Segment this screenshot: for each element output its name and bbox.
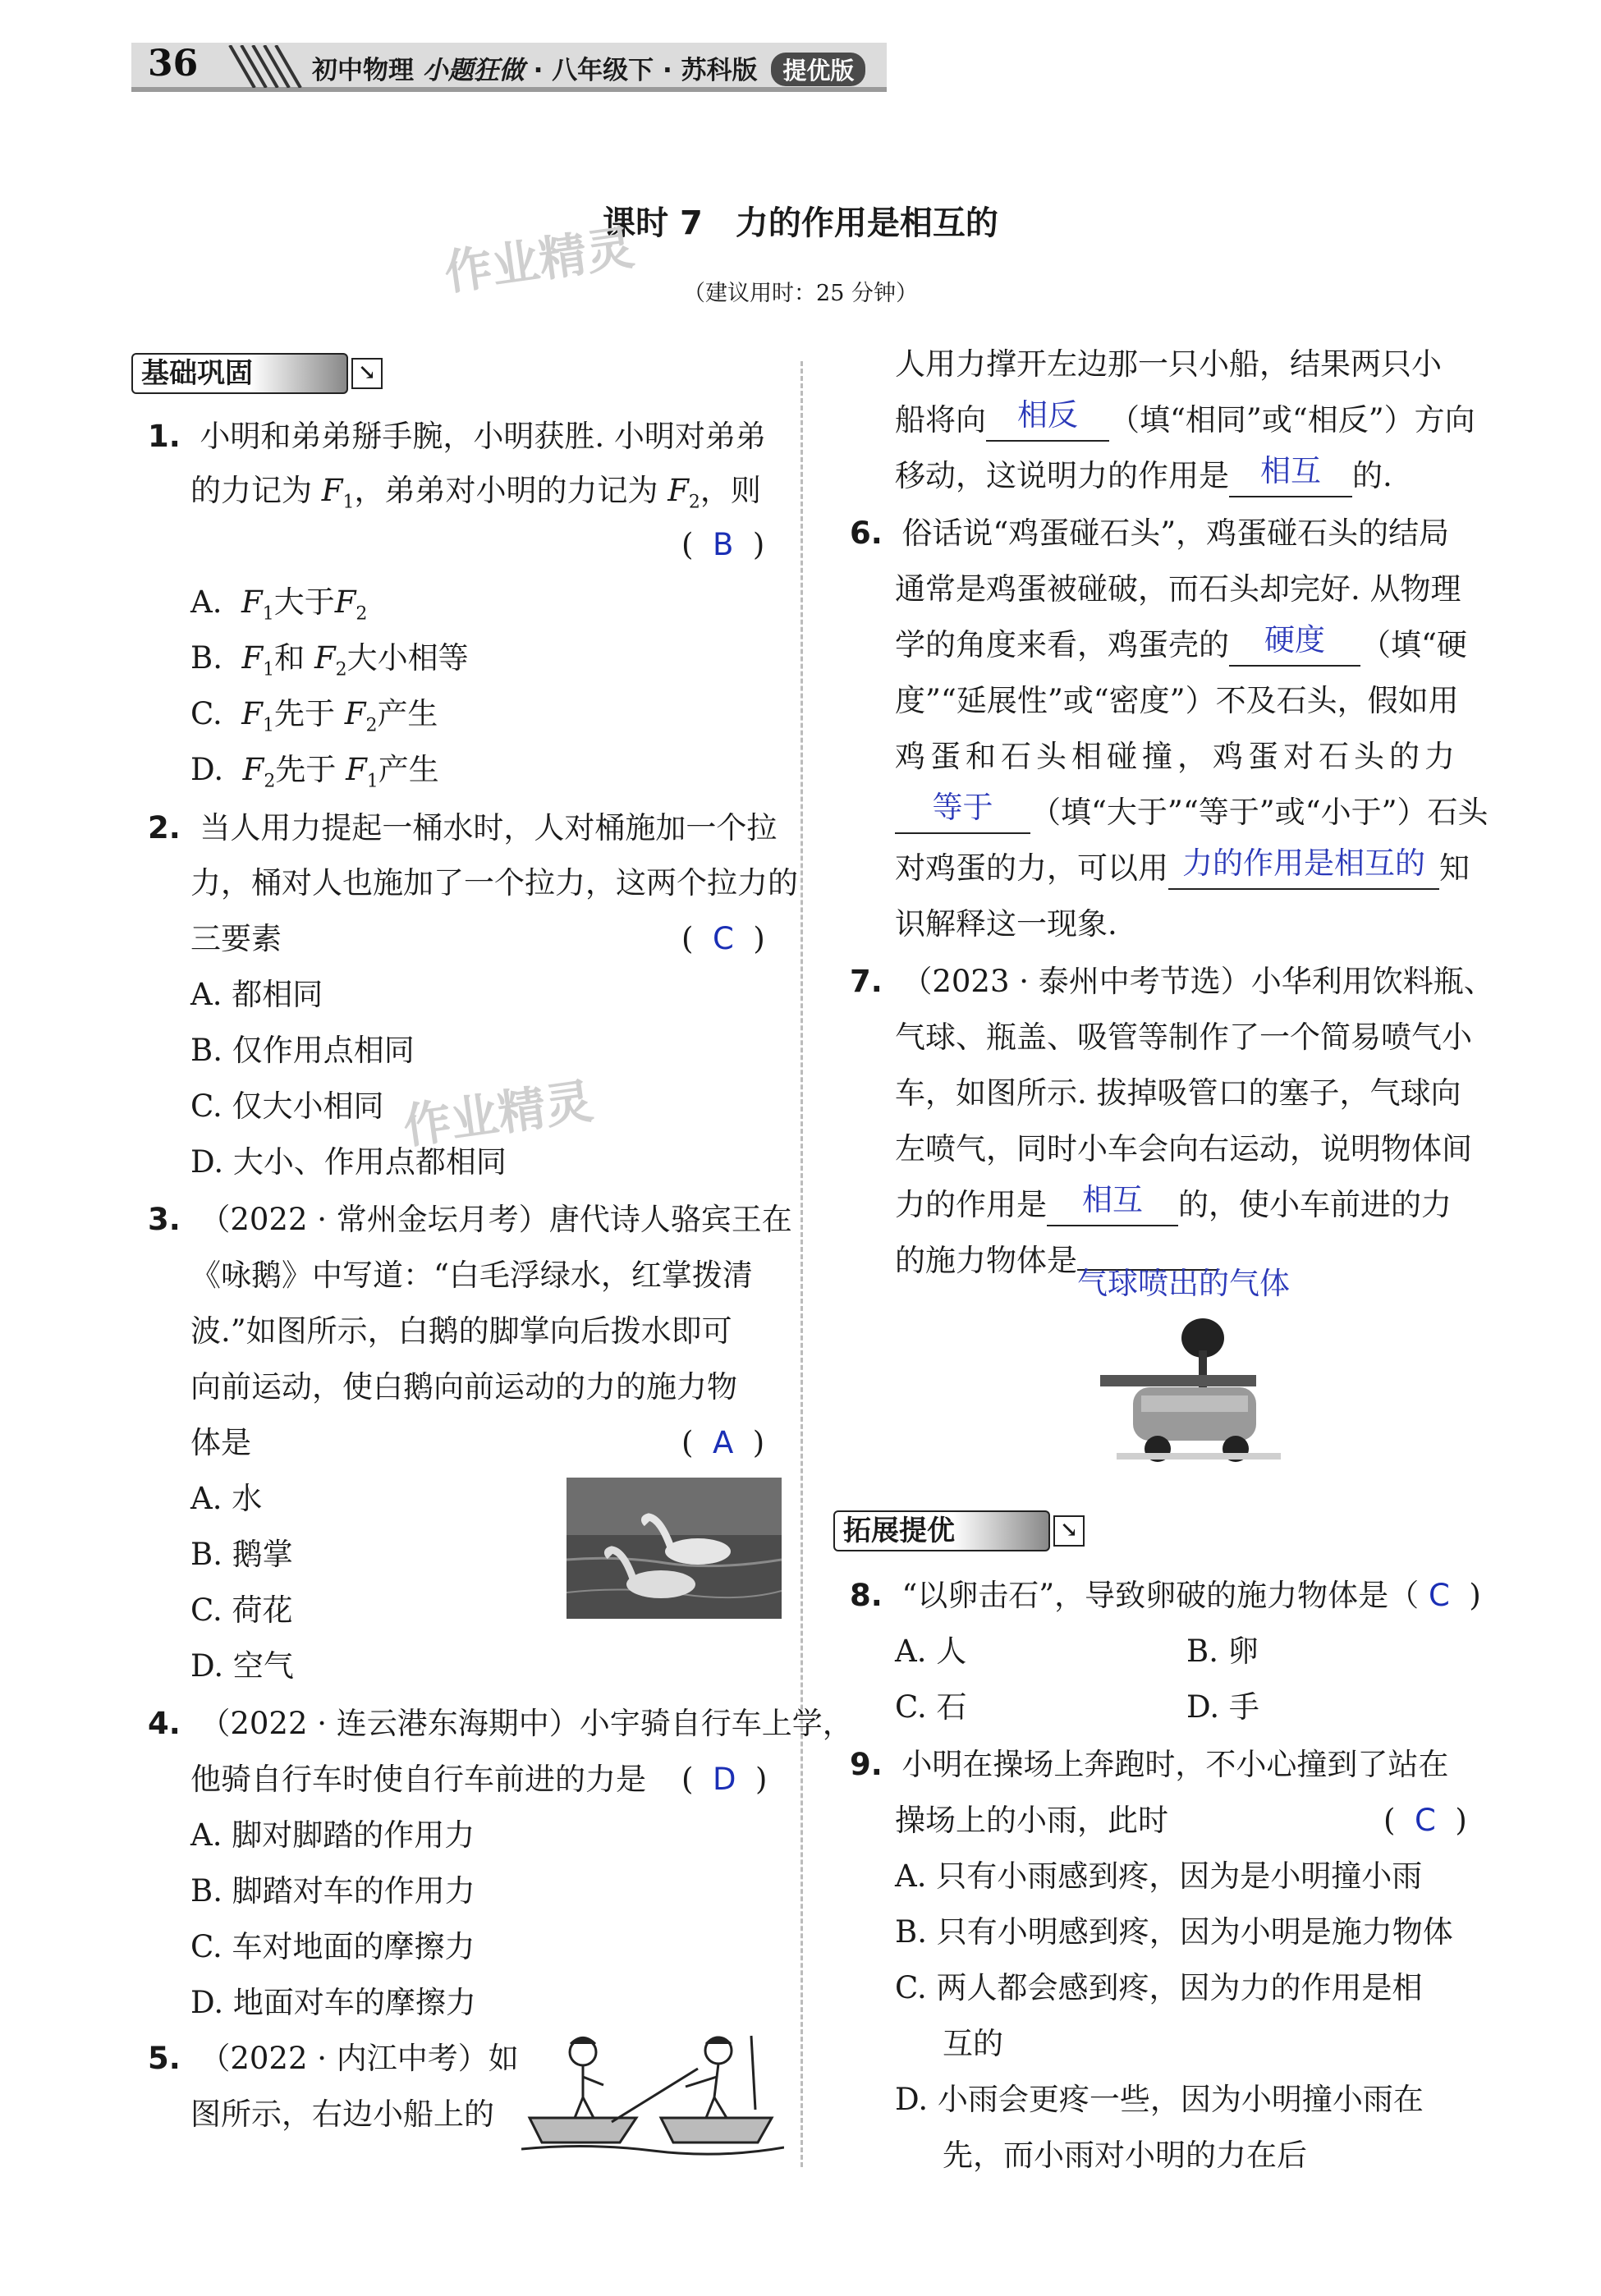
q4-option-a: A. 脚对脚踏的作用力 bbox=[190, 1817, 475, 1853]
q6-blank3: 力的作用是相互的 bbox=[1168, 849, 1439, 890]
q4-answer-bracket: ( D ) bbox=[681, 1762, 768, 1797]
q5-line2: 图所示，右边小船上的 bbox=[190, 2097, 494, 2132]
q8-option-a: A. 人 bbox=[895, 1634, 967, 1669]
q7-line6: 的施力物体是 气球喷出的气体 bbox=[895, 1243, 1290, 1301]
section-basic-tag: 基础巩固 bbox=[131, 353, 348, 394]
grade: 八年级下 bbox=[552, 56, 654, 85]
q5-blank1: 相反 bbox=[986, 401, 1109, 442]
column-divider bbox=[800, 361, 803, 2167]
watermark: 作业精灵 bbox=[441, 219, 638, 301]
q9-answer-bracket: ( C ) bbox=[1383, 1803, 1467, 1838]
q4-option-c: C. 车对地面的摩擦力 bbox=[190, 1929, 475, 1964]
q6-blank2: 等于 bbox=[895, 793, 1030, 834]
q2-option-c: C. 仅大小相同 bbox=[190, 1088, 384, 1124]
q2-answer-bracket: ( C ) bbox=[681, 921, 765, 956]
q6-line4: 度”“延展性”或“密度”）不及石头，假如用 bbox=[895, 683, 1459, 718]
q6-line5: 鸡蛋和石头相碰撞，鸡蛋对石头的力 bbox=[895, 739, 1460, 774]
q3-option-c: C. 荷花 bbox=[190, 1593, 293, 1628]
q7-blank2: 气球喷出的气体 bbox=[1077, 1266, 1290, 1301]
q2-answer: C bbox=[712, 921, 734, 956]
q7-line3: 车，如图所示. 拔掉吸管口的塞子，气球向 bbox=[895, 1075, 1461, 1111]
q9-option-a: A. 只有小雨感到疼，因为是小明撞小雨 bbox=[895, 1858, 1423, 1894]
edition: 苏科版 bbox=[681, 56, 758, 85]
q3-option-a: A. 水 bbox=[190, 1481, 263, 1516]
q5-line3: 人用力撑开左边那一只小船，结果两只小 bbox=[895, 346, 1442, 382]
q6-line2: 通常是鸡蛋被碰破，而石头却完好. 从物理 bbox=[895, 571, 1461, 607]
q9-line2: 操场上的小雨，此时 bbox=[895, 1803, 1168, 1838]
q9-option-d1: D. 小雨会更疼一些，因为小明撞小雨在 bbox=[895, 2082, 1424, 2117]
arrow-icon: ↘ bbox=[351, 358, 383, 389]
q9-option-c2: 互的 bbox=[943, 2026, 1003, 2061]
q2-option-a: A. 都相同 bbox=[190, 977, 323, 1012]
q3-option-d: D. 空气 bbox=[190, 1648, 294, 1684]
q4-answer: D bbox=[712, 1762, 736, 1797]
q1-line1: 1. 小明和弟弟掰手腕，小明获胜. 小明对弟弟 bbox=[148, 419, 766, 454]
q3-line4: 向前运动，使白鹅向前运动的力的施力物 bbox=[190, 1369, 737, 1405]
q3-line3: 波.”如图所示，白鹅的脚掌向后拨水即可 bbox=[190, 1313, 732, 1349]
q9-option-b: B. 只有小明感到疼，因为小明是施力物体 bbox=[895, 1914, 1453, 1950]
jet-car-photo bbox=[1084, 1305, 1305, 1469]
q3-option-b: B. 鹅掌 bbox=[190, 1537, 293, 1572]
suggested-time: （建议用时：25 分钟） bbox=[683, 281, 918, 306]
q2-option-d: D. 大小、作用点都相同 bbox=[190, 1144, 507, 1180]
q2-line1: 2. 当人用力提起一桶水时，人对桶施加一个拉 bbox=[148, 810, 778, 846]
q3-line5: 体是 bbox=[190, 1425, 251, 1460]
q9-option-c1: C. 两人都会感到疼，因为力的作用是相 bbox=[895, 1970, 1423, 2005]
q7-line2: 气球、瓶盖、吸管等制作了一个简易喷气小 bbox=[895, 1020, 1472, 1055]
q2-line3: 三要素 bbox=[190, 921, 282, 956]
boats-illustration bbox=[521, 2019, 784, 2159]
section-ext-tag: 拓展提优 bbox=[833, 1510, 1050, 1551]
q8-option-b: B. 卵 bbox=[1186, 1634, 1259, 1669]
q6-line7: 对鸡蛋的力，可以用 力的作用是相互的 知 bbox=[895, 849, 1470, 890]
q6-blank1: 硬度 bbox=[1229, 626, 1360, 667]
q7-line1: 7. （2023 · 泰州中考节选）小华利用饮料瓶、 bbox=[850, 964, 1494, 999]
q3-line2: 《咏鹅》中写道：“白毛浮绿水，红掌拨清 bbox=[190, 1258, 753, 1293]
q9-option-d2: 先，而小雨对小明的力在后 bbox=[943, 2138, 1307, 2173]
swans-photo bbox=[567, 1478, 782, 1619]
q1-line2: 的力记为 $F_1$，弟弟对小明的力记为 $F_2$，则 bbox=[190, 473, 761, 513]
q6-line3: 学的角度来看，鸡蛋壳的 硬度 （填“硬 bbox=[895, 626, 1467, 667]
q5-line5: 移动，这说明力的作用是 相互 的. bbox=[895, 456, 1392, 497]
q1-option-c: C. $F_1$先于 $F_2$产生 bbox=[190, 696, 438, 736]
q3-answer-bracket: ( A ) bbox=[681, 1425, 765, 1460]
edition-badge: 提优版 bbox=[771, 53, 865, 86]
arrow-icon: ↘ bbox=[1053, 1515, 1085, 1547]
lesson-title: 课时 7 力的作用是相互的 bbox=[603, 204, 998, 242]
q1-option-b: B. $F_1$和 $F_2$大小相等 bbox=[190, 640, 469, 681]
q5-blank2: 相互 bbox=[1229, 456, 1352, 497]
q5-line1: 5. （2022 · 内江中考）如 bbox=[148, 2041, 519, 2076]
q9-answer: C bbox=[1414, 1803, 1436, 1838]
q4-option-d: D. 地面对车的摩擦力 bbox=[190, 1985, 476, 2020]
q2-line2: 力，桶对人也施加了一个拉力，这两个拉力的 bbox=[190, 865, 798, 901]
header-title: 初中物理 小题狂做 · 八年级下 · 苏科版 提优版 bbox=[312, 49, 865, 86]
q8-option-c: C. 石 bbox=[895, 1689, 967, 1725]
q9-line1: 9. 小明在操场上奔跑时，不小心撞到了站在 bbox=[850, 1747, 1449, 1782]
q7-line5: 力的作用是 相互 的，使小车前进的力 bbox=[895, 1185, 1452, 1226]
q1-answer-bracket: ( B ) bbox=[681, 527, 765, 562]
q7-line4: 左喷气，同时小车会向右运动，说明物体间 bbox=[895, 1131, 1472, 1166]
q1-option-a: A. $F_1$大于$F_2$ bbox=[190, 584, 368, 625]
q3-line1: 3. （2022 · 常州金坛月考）唐代诗人骆宾王在 bbox=[148, 1202, 792, 1237]
book-title: 初中物理 bbox=[312, 56, 414, 85]
q4-option-b: B. 脚踏对车的作用力 bbox=[190, 1873, 475, 1909]
header-stripes-decoration bbox=[222, 45, 312, 88]
q6-line6: 等于 （填“大于”“等于”或“小于”）石头 bbox=[895, 793, 1489, 834]
q5-line4: 船将向 相反 （填“相同”或“相反”）方向 bbox=[895, 401, 1475, 442]
page-number: 36 bbox=[148, 43, 199, 85]
q3-answer: A bbox=[712, 1425, 734, 1460]
q8-option-d: D. 手 bbox=[1186, 1689, 1259, 1725]
q1-answer: B bbox=[712, 527, 734, 562]
q1-option-d: D. $F_2$先于 $F_1$产生 bbox=[190, 752, 439, 792]
q6-line1: 6. 俗话说“鸡蛋碰石头”，鸡蛋碰石头的结局 bbox=[850, 516, 1450, 551]
series-logo: 小题狂做 bbox=[422, 56, 525, 85]
q7-blank1: 相互 bbox=[1047, 1185, 1178, 1226]
watermark: 作业精灵 bbox=[400, 1073, 597, 1155]
q8-line1: 8. “以卵击石”，导致卵破的施力物体是（ C ) bbox=[850, 1578, 1481, 1613]
q6-line8: 识解释这一现象. bbox=[895, 906, 1117, 942]
q8-answer: C bbox=[1428, 1578, 1450, 1613]
q4-line1: 4. （2022 · 连云港东海期中）小宇骑自行车上学， bbox=[148, 1706, 853, 1741]
q2-option-b: B. 仅作用点相同 bbox=[190, 1033, 415, 1068]
q4-line2: 他骑自行车时使自行车前进的力是 bbox=[190, 1762, 646, 1797]
